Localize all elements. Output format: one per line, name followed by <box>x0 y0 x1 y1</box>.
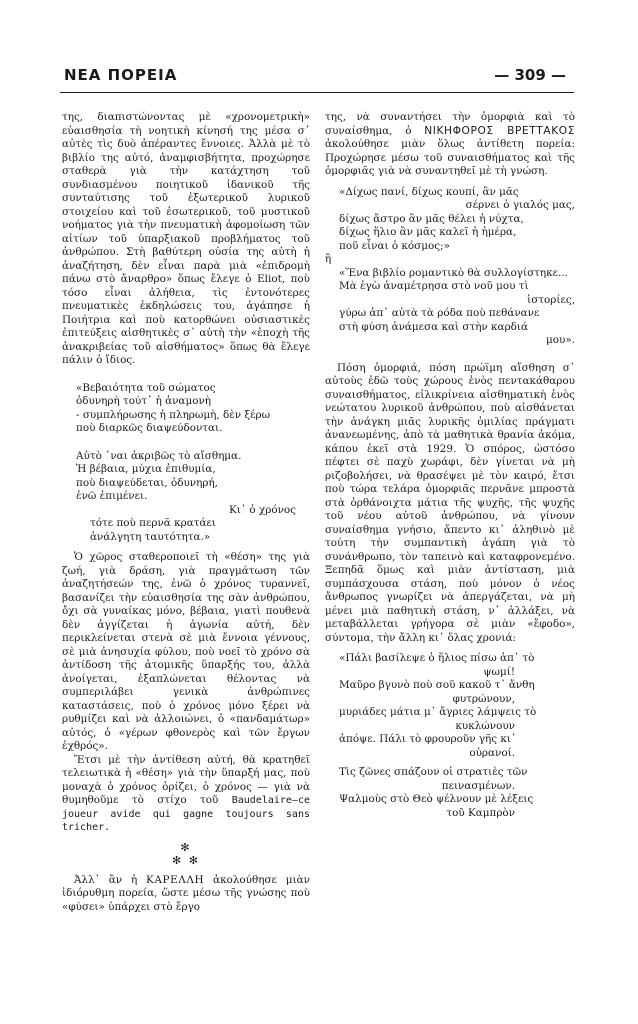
verse-line: τοῦ Καμπρὸν <box>446 806 515 819</box>
verse-line: ποὺ διαρκῶς διαψεύδονται. <box>76 422 223 434</box>
verse-line: Κι᾿ ὁ χρόνος <box>229 503 296 516</box>
left-paragraph-3: Ἔτσι μὲ τὴν ἀντίθεση αὐτή, θὰ κρατηθεῖ τελειωτικὰ ἡ «θέση» γιὰ τὴν ὕπαρξή μας, ποὺ μοναχὰ ὁ χρόνος ὁρίζει, ὁ χρόνος — γιὰ νὰ θυμηθοῦμε τὸ στίχο τοῦ Baudelaire—ce joueur avide qui gagne toujours sans tricher. <box>62 753 310 833</box>
verse-line: ἀνάλγητη ταυτότητα.» <box>90 530 211 543</box>
page-number: — 309 — <box>494 66 566 84</box>
verse-line: ψωμί! <box>483 665 515 678</box>
verse-line: Μὰ ἐγὼ ἀναμέτρησα στὸ νοῦ μου τὶ <box>339 280 529 292</box>
french-quote: Baudelaire—ce joueur avide qui gagne toujours sans tricher. <box>62 795 310 833</box>
verse-line: ἐνῶ ἐπιμένει. <box>76 490 148 502</box>
verse-line: δίχως ἥλιο ἂν μᾶς καλεῖ ἡ ἡμέρα, <box>339 226 517 238</box>
verse-line: - συμπλήρωσης ἡ πληρωμὴ, δὲν ξέρω <box>76 408 271 421</box>
verse-line: «Ἕνα βιβλίο ρομαντικὸ θὰ συλλογίστηκε... <box>339 266 568 279</box>
verse-line: Ψαλμοὺς στὸ Θεὸ ψέλνουν μὲ λέξεις <box>339 793 534 805</box>
verse-line: Αὐτὸ ᾿ναι ἀκριβῶς τὸ αἴσθημα. <box>76 449 242 462</box>
header-rule <box>60 92 574 93</box>
right-verse-1 <box>325 186 575 254</box>
verse-line: ποὺ διαψεύδεται, ὀδυνηρή, <box>76 476 218 489</box>
verse-line: γύρω ἀπ᾿ αὐτὰ τὰ ρόδα ποὺ πεθάνανε <box>339 307 540 319</box>
author-name-karelli: ΚΑΡΕΛΛΗ <box>146 873 205 886</box>
verse-line: Τὶς ζῶνες σπάζουν οἱ στρατιὲς τῶν <box>339 766 528 778</box>
verse-line: ὀδυνηρὴ τούτ᾿ ἡ ἀναμονὴ <box>76 395 212 407</box>
verse-line: Ἡ βέβαια, μύχια ἐπιθυμία, <box>76 463 216 475</box>
right-paragraph-1: της, νὰ συναντήσει τὴν ὀμορφιὰ καὶ τὸ συναίσθημα, ὁ ΝΙΚΗΦΟΡΟΣ ΒΡΕΤΤΑΚΟΣ ἀκολούθησε μιὰν ὅλως ἀντίθετη πορεία: Προχώρησε μέσω τοῦ συναισθήματος καὶ τῆς ὀμορφιᾶς γιὰ νὰ συναντηθεῖ μὲ τὴ γνώση. <box>325 111 575 177</box>
journal-title: ΝΕΑ ΠΟΡΕΙΑ <box>64 66 178 84</box>
verse-line: πεινασμένων. <box>441 779 515 792</box>
verse-line: ποῦ εἶναι ὁ κόσμος;» <box>339 239 450 252</box>
left-column <box>62 111 310 914</box>
left-paragraph-2: Ὁ χῶρος σταθεροποιεῖ τὴ «θέση» της γιὰ ζωή, γιὰ δράση, γιὰ πραγμάτωση τῶν ἀναζητήσεών της, ἐνῶ ὁ χρόνος τυραννεῖ, βασανίζει τὴν εὐαισθησία της σὰν ἀνθρώπου, ὄχι σὰ γυναίκας μόνο, βέβαια, γιατὶ πουθενὰ δὲν ἀγγίζεται ἡ ἀγωνία αὐτή, δὲν περικλείνεται στενὰ σὲ μιὰ ἔννοια γέννους, σὲ μιὰ ἀνησυχία φύλου, ποὺ νοεῖ τὸ χρόνο σὰ ἀντίδοση τῆς ἀτομικῆς ὕπαρξής του, ἀλλὰ ἀνοίγεται, ἐξαπλώνεται θέλοντας νὰ συμπεριλάβει γενικὰ ἀνθρώπινες καταστάσεις, ποὺ ὁ χρόνος μόνο ξέρει νὰ ρυθμίζει καὶ νὰ ἀλλοιώνει, ὁ «πανδαμάτωρ» αὐτός, ὁ «γέρων φθονερὸς καὶ τῶν ἔργων ἐχθρός». <box>62 551 310 752</box>
verse-line: στὴ φύση ἀνάμεσα καὶ στὴν καρδιά <box>339 320 529 333</box>
verse-line: οὐρανοί. <box>469 746 515 759</box>
section-break-asterisks: ✻ ✻ ✻ <box>172 840 200 867</box>
verse-line: «Δίχως πανί, δίχως κουπί, ἂν μᾶς <box>339 185 519 198</box>
or-word: ἢ <box>325 253 332 265</box>
left-verse-1 <box>62 382 310 436</box>
running-head <box>64 66 566 88</box>
left-paragraph-4: Ἀλλ᾿ ἂν ἡ ΚΑΡΕΛΛΗ ἀκολούθησε μιὰν ἰδιόρυθμη πορεία, ὥστε μέσω τῆς γνώσης ποὺ «φύσει» ὑπάρχει στὸ ἔργο <box>62 873 310 913</box>
verse-line: ἱστορίες, <box>527 293 575 306</box>
verse-line: φυτρώνουν, <box>452 692 515 705</box>
verse-line: τότε ποὺ περνᾶ κρατάει <box>90 517 216 529</box>
verse-line: Μαῦρο βγυνὸ ποὺ σοῦ κακοῦ τ᾿ ἄνθη <box>339 679 535 691</box>
left-paragraph-1: της, διαπιστώνοντας μὲ «χρονομετρικὴ» εὐαισθησία τὴ νοητικὴ κίνησή της μέσα σ᾿ αὐτὲς τὶς δυὸ ἀπέραντες ἔννοιες. Ἀλλὰ μὲ τὸ βιβλίο της αὐτό, ἀναμφισβήτητα, προχώρησε σταθερὰ γιὰ τὴν κατάχτηση τοῦ συνδιασμένου ποιητικοῦ ἰδανικοῦ τῆς συνταύτισης τοῦ ἐξωτερικοῦ λυρικοῦ στοιχείου καὶ τοῦ ἐσωτερικοῦ, τοῦ μυστικοῦ νοήματος γιὰ τὴν πνευματικὴ ἀφομοίωση τῶν αἰτίων τοῦ ὑπαρξιακοῦ προβλήματος τοῦ ἀνθρώπου. Στὴ βαθύτερη οὐσία της αὐτὴ ἡ ἀναζήτηση, δὲν εἶναι παρὰ μιὰ «ἐπιδρομὴ πάνω στὸ ἄναρθρο» ὅπως ἔλεγε ὁ Eliot, ποὺ τόσο εἶναι ἀλήθεια, τὶς ἐντονότερες πνευματικὲς ἐκδηλώσεις του, ἀγάπησε ἡ Ποιήτρια καὶ ποὺ κατορθώνει οὐσιαστικὲς ἐπιτεύξεις αἰσθητικὲς σ᾿ αὐτὴ τὴν «ἐποχὴ τῆς ἀνακριβείας τοῦ αἰσθήματος» ὅπως θὰ ἔλεγε πάλιν ὁ ἴδιος. <box>62 111 310 366</box>
right-column <box>325 111 575 820</box>
verse-line: μου». <box>546 334 575 346</box>
right-verse-3 <box>325 652 575 820</box>
verse-line: σέρνει ὁ γιαλός μας, <box>465 199 575 211</box>
verse-line: «Βεβαιότητα τοῦ σώματος <box>76 381 216 394</box>
verse-line: μυριάδες μάτια μ᾿ ἄγριες λάμψεις τὸ <box>339 706 537 718</box>
author-name-vrettakos: ΝΙΚΗΦΟΡΟΣ ΒΡΕΤΤΑΚΟΣ <box>424 124 575 137</box>
verse-line: ἀπόψε. Πάλι τὸ φρουροῦν γῆς κι᾿ <box>339 733 517 745</box>
right-verse-2 <box>325 267 575 348</box>
verse-line: δίχως ἄστρο ἂν μᾶς θέλει ἡ νύχτα, <box>339 212 524 225</box>
verse-line: κυκλώνουν <box>455 719 515 732</box>
right-paragraph-2: Πόση ὀμορφιά, πόση πρώϊμη αἴσθηση σ᾿ αὐτοὺς ἐδῶ τοὺς χώρους ἑνὸς πεντακάθαρου συναισθήματος, εἰλικρίνεια αἰσθηματικὴ ἑνὸς νεώτατου λυρικοῦ ἀνθρώπου, ποὺ αἰσθάνεται τὴν ἀνάγκη μιᾶς λυρικῆς ὁμιλίας πράγματι ἀνανεωμένης, ἀπὸ τὰ μαθητικὰ θρανία ἀκόμα, κάπου ἐκεῖ στὰ 1929. Ὁ σπόρος, ὡστόσο πέφτει σὲ παχὺ χωράφι, δὲν γίνεται νὰ μὴ ριζοβολήσει, νὰ θρασέψει μὲ τὸν καιρό, ἔτσι ποὺ τώρα τελάρα ὀμορφιᾶς περνᾶνε μπροστὰ στὰ ὀρθάνοιχτα μάτια τῆς ψυχῆς, τῆς ψυχῆς τοῦ νέου αὐτοῦ ἀνθρώπου, νὰ γίνουν συναίσθημα γνήσιο, ἄπεντο κι᾿ ἀληθινὸ μὲ τούτη τὴν συμπαντικὴ ἀγάπη γιὰ τὸ συνάνθρωπο, τὸν ταπεινὸ καὶ καταφρονεμένο. Ξεπηδᾶ ὅμως καὶ μιὰν ἀντίσταση, μιὰ συμπάσχουσα στάση, ποὺ μόνον ὁ νέος ἄνθρωπος γνωρίζει νὰ ἀπεργάζεται, νὰ μὴ μένει μιὰ παθητικὴ στάση, ν᾿ ἀλλάξει, νὰ μεταβάλλεται γρήγορα σὲ μιὰν «ἔφοδο», σύντομα, τὴν ἄλλη κι᾿ ὅλας χρονιά: <box>325 361 575 644</box>
verse-line: «Πάλι βασίλεψε ὁ ἥλιος πίσω ἀπ᾿ τὸ <box>339 652 535 664</box>
left-verse-2 <box>62 450 310 545</box>
